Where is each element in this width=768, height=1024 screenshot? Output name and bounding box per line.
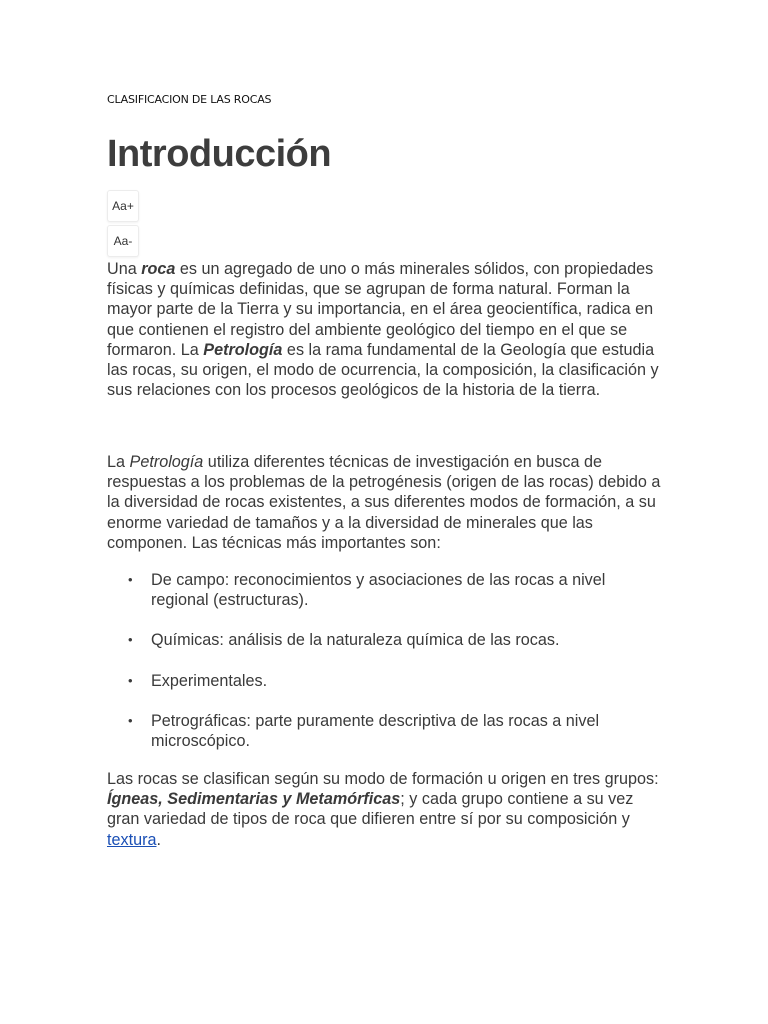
list-item-text: Experimentales. (151, 671, 268, 690)
emphasis-petrologia-italic: Petrología (129, 453, 204, 471)
list-item (107, 570, 667, 610)
text-run: Una (107, 260, 142, 278)
document-heading: CLASIFICACION DE LAS ROCAS (107, 93, 272, 106)
intro-paragraph (107, 259, 667, 400)
list-item-text: Químicas: análisis de la naturaleza química de las rocas. (151, 631, 560, 650)
bullet-icon: • (128, 712, 133, 728)
page-title: Introducción (107, 133, 332, 175)
emphasis-petrologia: Petrología (203, 340, 283, 359)
text-run: es la rama fundamental de la Geología que estudia las rocas, su origen, el modo de ocurrencia, la composición, la clasificación y sus relaciones con los procesos geológicos de la historia de la tierra. (107, 340, 659, 400)
classification-paragraph (107, 769, 667, 850)
textura-link[interactable]: textura (107, 830, 157, 849)
font-size-decrease-button[interactable]: Aa- (107, 225, 139, 257)
font-size-increase-button[interactable]: Aa+ (107, 190, 139, 222)
list-item-text: Petrográficas: parte puramente descriptiva de las rocas a nivel microscópico. (151, 711, 600, 751)
text-run: Las rocas se clasifican según su modo de formación u origen en tres grupos: (107, 770, 659, 788)
text-run: . (156, 830, 161, 849)
text-run: utiliza diferentes técnicas de investigación en busca de respuestas a los problemas de la petrogénesis (origen de las rocas) debido a la diversidad de rocas existentes, a sus diferentes modos de formación, a su enorme variedad de tamaños y a la diversidad de minerales que las componen. Las técnicas más importantes son: (107, 453, 661, 552)
bullet-icon: • (128, 632, 133, 648)
text-run: La (107, 453, 130, 471)
techniques-list (107, 570, 667, 771)
text-run: es un agregado de uno o más minerales sólidos, con propiedades físicas y químicas definidas, que se agrupan de forma natural. Forman la mayor parte de la Tierra y su importancia, en el área geocientífica, radica en que contienen el registro del ambiente geológico del tiempo en el que se formaron. La (107, 260, 654, 359)
techniques-paragraph (107, 452, 667, 553)
bullet-icon: • (128, 672, 133, 688)
list-item-text: De campo: reconocimientos y asociaciones de las rocas a nivel regional (estructuras). (151, 571, 606, 610)
bullet-icon: • (128, 572, 133, 587)
emphasis-rock-groups: Ígneas, Sedimentarias y Metamórficas (107, 790, 401, 809)
list-item (107, 671, 667, 691)
list-item (107, 711, 667, 751)
text-run: ; y cada grupo contiene a su vez gran variedad de tipos de roca que difieren entre sí por su composición y (107, 790, 634, 829)
emphasis-roca: roca (141, 260, 176, 278)
list-item (107, 630, 667, 650)
